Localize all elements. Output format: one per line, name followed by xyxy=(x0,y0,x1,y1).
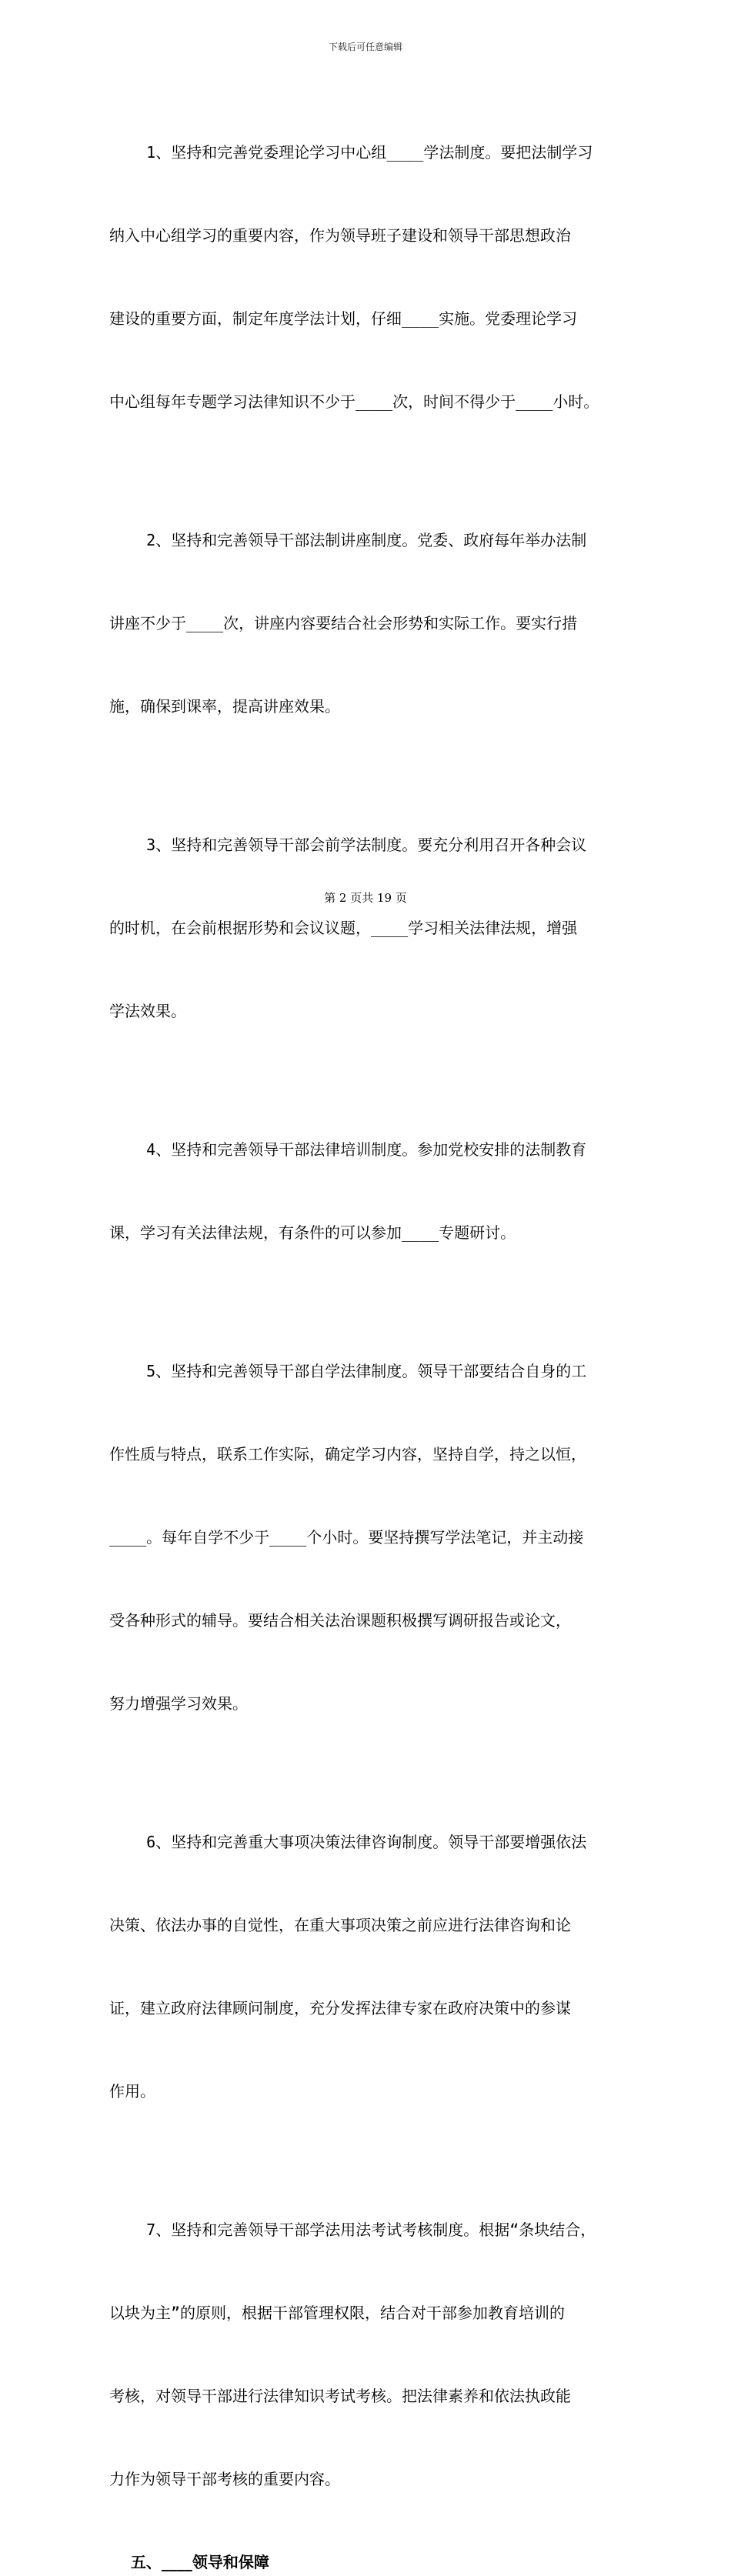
text-line: 讲座不少于____次，讲座内容要结合社会形势和实际工作。要实行措 xyxy=(109,614,578,632)
section-heading: 五、____领导和保障 xyxy=(109,2553,269,2571)
text-line: 5、坚持和完善领导干部自学法律制度。领导干部要结合自身的工 xyxy=(109,1362,587,1380)
document-body xyxy=(109,83,633,2576)
text-line: 课，学习有关法律法规，有条件的可以参加____专题研讨。 xyxy=(109,1223,516,1242)
text-line: 受各种形式的辅导。要结合相关法治课题积极撰写调研报告或论文， xyxy=(109,1611,571,1630)
text-line: 中心组每年专题学习法律知识不少于____次，时间不得少于____小时。 xyxy=(109,392,599,411)
text-line: 1、坚持和完善党委理论学习中心组____学法制度。要把法制学习 xyxy=(109,143,593,162)
text-line: 建设的重要方面，制定年度学法计划，仔细____实施。党委理论学习 xyxy=(109,309,578,328)
text-line: 2、坚持和完善领导干部法制讲座制度。党委、政府每年举办法制 xyxy=(109,531,587,549)
page-header: 下载后可任意编辑 xyxy=(328,42,402,52)
paragraph-1 xyxy=(109,83,633,471)
paragraph-7 xyxy=(109,2161,633,2548)
text-line: 作用。 xyxy=(109,2082,155,2101)
paragraph-2 xyxy=(109,471,633,776)
text-line: 作性质与特点，联系工作实际，确定学习内容，坚持自学，持之以恒， xyxy=(109,1445,586,1463)
paragraph-3 xyxy=(109,776,633,1080)
text-line: 7、坚持和完善领导干部学法用法考试考核制度。根据“条块结合， xyxy=(109,2221,596,2239)
text-line: 证，建立政府法律顾问制度，充分发挥法律专家在政府决策中的参谋 xyxy=(109,1999,571,2017)
text-line: 努力增强学习效果。 xyxy=(109,1694,248,1713)
text-line: 考核，对领导干部进行法律知识考试考核。把法律素养和依法执政能 xyxy=(109,2387,571,2405)
text-line: 力作为领导干部考核的重要内容。 xyxy=(109,2470,340,2488)
paragraph-5 xyxy=(109,1302,633,1773)
text-line: 4、坚持和完善领导干部法律培训制度。参加党校安排的法制教育 xyxy=(109,1140,587,1159)
text-line: 学法效果。 xyxy=(109,1002,186,1020)
text-line: 决策、依法办事的自觉性，在重大事项决策之前应进行法律咨询和论 xyxy=(109,1916,571,1934)
text-line: 3、坚持和完善领导干部会前学法制度。要充分利用召开各种会议 xyxy=(109,836,587,854)
text-line: 6、坚持和完善重大事项决策法律咨询制度。领导干部要增强依法 xyxy=(109,1833,587,1851)
page-footer: 第 2 页共 19 页 xyxy=(324,891,407,905)
paragraph-6 xyxy=(109,1773,633,2161)
text-line: 的时机，在会前根据形势和会议议题，____学习相关法律法规，增强 xyxy=(109,919,578,937)
text-line: 施，确保到课率，提高讲座效果。 xyxy=(109,697,340,716)
paragraph-4 xyxy=(109,1080,633,1302)
text-line: 纳入中心组学习的重要内容，作为领导班子建设和领导干部思想政治 xyxy=(109,226,571,245)
text-line: ____。每年自学不少于____个小时。要坚持撰写学法笔记，并主动接 xyxy=(109,1528,584,1547)
text-line: 以块为主”的原则，根据干部管理权限，结合对干部参加教育培训的 xyxy=(109,2304,566,2322)
